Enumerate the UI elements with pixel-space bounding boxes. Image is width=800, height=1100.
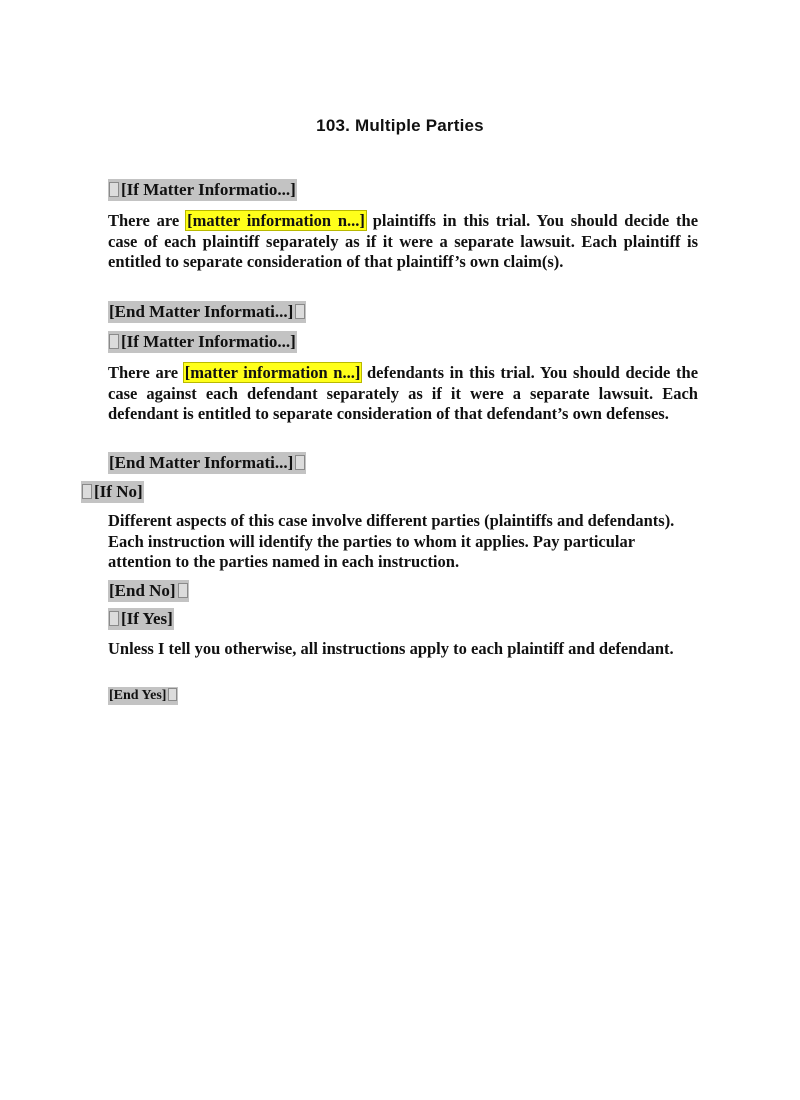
page-title: 103. Multiple Parties (316, 116, 484, 135)
p2-after: defendants in this trial. You should decide the case against each defendant separately as if it were a separate lawsuit. Each defendant is entitled to separate consideration of that defendant’s own defenses. (108, 363, 699, 423)
p2-before: There are (108, 363, 179, 382)
end-yes-tag[interactable] (108, 686, 698, 705)
if-no-tag[interactable] (81, 481, 671, 503)
p1-after: plaintiffs in this trial. You should decide the case of each plaintiff separately as if it were a separate lawsuit. Each plaintiff is entitled to separate consideration of that plaintiff’s own claim(s). (108, 211, 699, 271)
matter-information-field-2[interactable]: [matter information n...] (184, 363, 361, 382)
end-no-label: [End No] (109, 581, 176, 600)
field-marker-icon (109, 611, 119, 626)
plaintiffs-paragraph (108, 211, 698, 273)
field-marker-icon (295, 304, 305, 319)
end-matter-label-1: [End Matter Informati...] (109, 302, 294, 321)
matter-information-field-1[interactable]: [matter information n...] (187, 211, 365, 230)
field-marker-icon (109, 182, 119, 197)
if-matter-tag-2[interactable] (108, 331, 698, 353)
if-matter-label-1: [If Matter Informatio...] (121, 180, 296, 199)
end-no-tag[interactable] (108, 580, 698, 602)
field-marker-icon (109, 334, 119, 349)
field-marker-icon (168, 688, 177, 701)
end-matter-tag-2[interactable] (108, 452, 698, 474)
if-yes-tag[interactable] (108, 608, 698, 630)
if-no-label: [If No] (94, 482, 143, 501)
p1-before: There are (108, 211, 180, 230)
unless-paragraph (108, 639, 698, 660)
if-matter-tag-1[interactable] (108, 179, 698, 201)
field-marker-icon (82, 484, 92, 499)
p3-text: Different aspects of this case involve different parties (plaintiffs and defendants). Each instruction will identify the parties to whom it applies. Pay particular attention to the parties named in each instruction. (108, 511, 675, 571)
if-yes-label: [If Yes] (121, 609, 173, 628)
p4-text: Unless I tell you otherwise, all instructions apply to each plaintiff and defendant. (108, 639, 674, 658)
field-marker-icon (295, 455, 305, 470)
if-matter-label-2: [If Matter Informatio...] (121, 332, 296, 351)
end-matter-label-2: [End Matter Informati...] (109, 453, 294, 472)
field-marker-icon (178, 583, 188, 598)
defendants-paragraph (108, 363, 698, 425)
end-matter-tag-1[interactable] (108, 301, 698, 323)
end-yes-label: [End Yes] (109, 688, 167, 703)
different-aspects-paragraph (108, 511, 698, 573)
